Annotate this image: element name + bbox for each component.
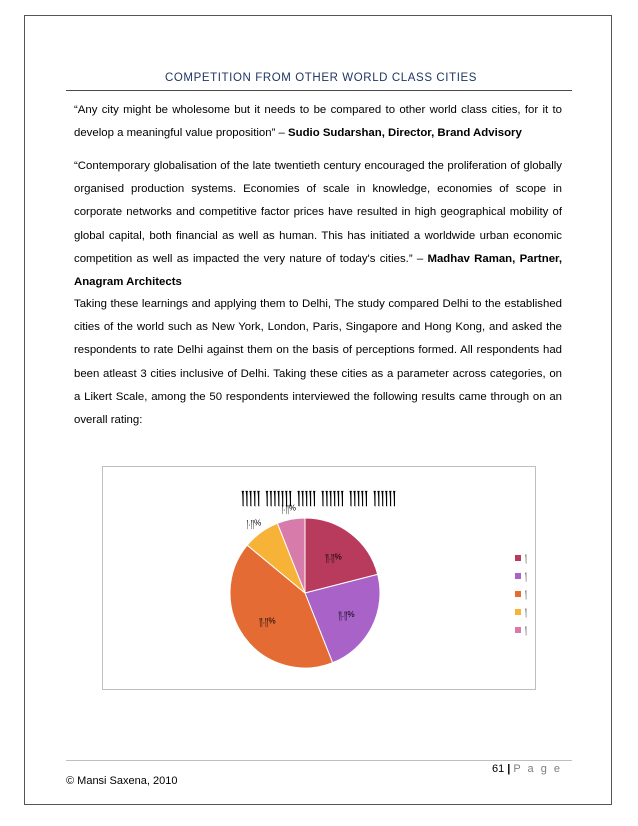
legend-swatch-5	[515, 627, 521, 633]
quote-paragraph-2	[74, 155, 562, 294]
study-paragraph: Taking these learnings and applying them to Delhi, The study compared Delhi to the established cities of the world such as New York, London, Paris, Singapore and Hong Kong, and asked the respondents to rate Delhi against them on the basis of perceptions formed. All respondents had been atleast 3 cities inclusive of Delhi. Taking these cities as a parameter across categories, on a Likert Scale, among the 50 respondents interviewed the following results came through on an overall rating:	[74, 298, 562, 427]
quote-2-author: Madhav Raman, Partner, Anagram Architects	[74, 252, 562, 289]
page-word: P a g e	[513, 763, 562, 775]
copyright-notice: © Mansi Saxena, 2010	[66, 775, 178, 787]
legend-swatch-2	[515, 573, 521, 579]
page-number	[492, 763, 562, 775]
legend-label-3: །	[525, 589, 527, 598]
page-header-title: COMPETITION FROM OTHER WORLD CLASS CITIES	[164, 72, 478, 84]
chart-title: །།།།། །།།།།།། །།།།། །།།།།། །།།།། །།།།།།	[241, 488, 397, 503]
pie-chart	[103, 467, 535, 689]
pie-slice-label-5: །.།།%	[281, 503, 297, 513]
legend-item-3	[515, 588, 535, 606]
pie-slice-label-3: །།.།།%	[259, 616, 276, 626]
legend-label-1: །	[525, 553, 527, 562]
legend-swatch-1	[515, 555, 521, 561]
legend-item-1	[515, 552, 535, 570]
pie-slice-label-1: །།.།།%	[325, 552, 342, 562]
legend-label-4: །	[525, 607, 527, 616]
quote-1-text: “Any city might be wholesome but it needs to be compared to other world class cities, for it to develop a meaningful value proposition” –	[74, 104, 562, 140]
pie-slice-label-4: །.།།%	[246, 518, 262, 528]
quote-2-text: “Contemporary globalisation of the late twentieth century encouraged the proliferation of globally organised production systems. Economies of scale in knowledge, economies of scope in corporate networks and competitive factor prices have resulted in high geographical mobility of global capital, both financial as well as human. This has initiated a worldwide urban economic competition as well as impacted the very nature of today's cities.” –	[74, 160, 562, 265]
legend-item-4	[515, 606, 535, 624]
quote-1-author: Sudio Sudarshan, Director, Brand Advisory	[288, 127, 522, 140]
footer-divider	[66, 760, 572, 761]
header-divider	[66, 90, 572, 91]
legend-label-5: །	[525, 625, 527, 634]
pie-slice-label-2: །།.།།%	[338, 610, 355, 620]
chart-legend	[515, 552, 535, 642]
legend-label-2: །	[525, 571, 527, 580]
pie-chart-container	[102, 466, 536, 690]
legend-item-2	[515, 570, 535, 588]
legend-item-5	[515, 624, 535, 642]
page-number-value: 61	[492, 763, 505, 775]
legend-swatch-3	[515, 591, 521, 597]
page-number-separator: |	[507, 763, 511, 775]
quote-paragraph-1	[74, 99, 562, 145]
legend-swatch-4	[515, 609, 521, 615]
